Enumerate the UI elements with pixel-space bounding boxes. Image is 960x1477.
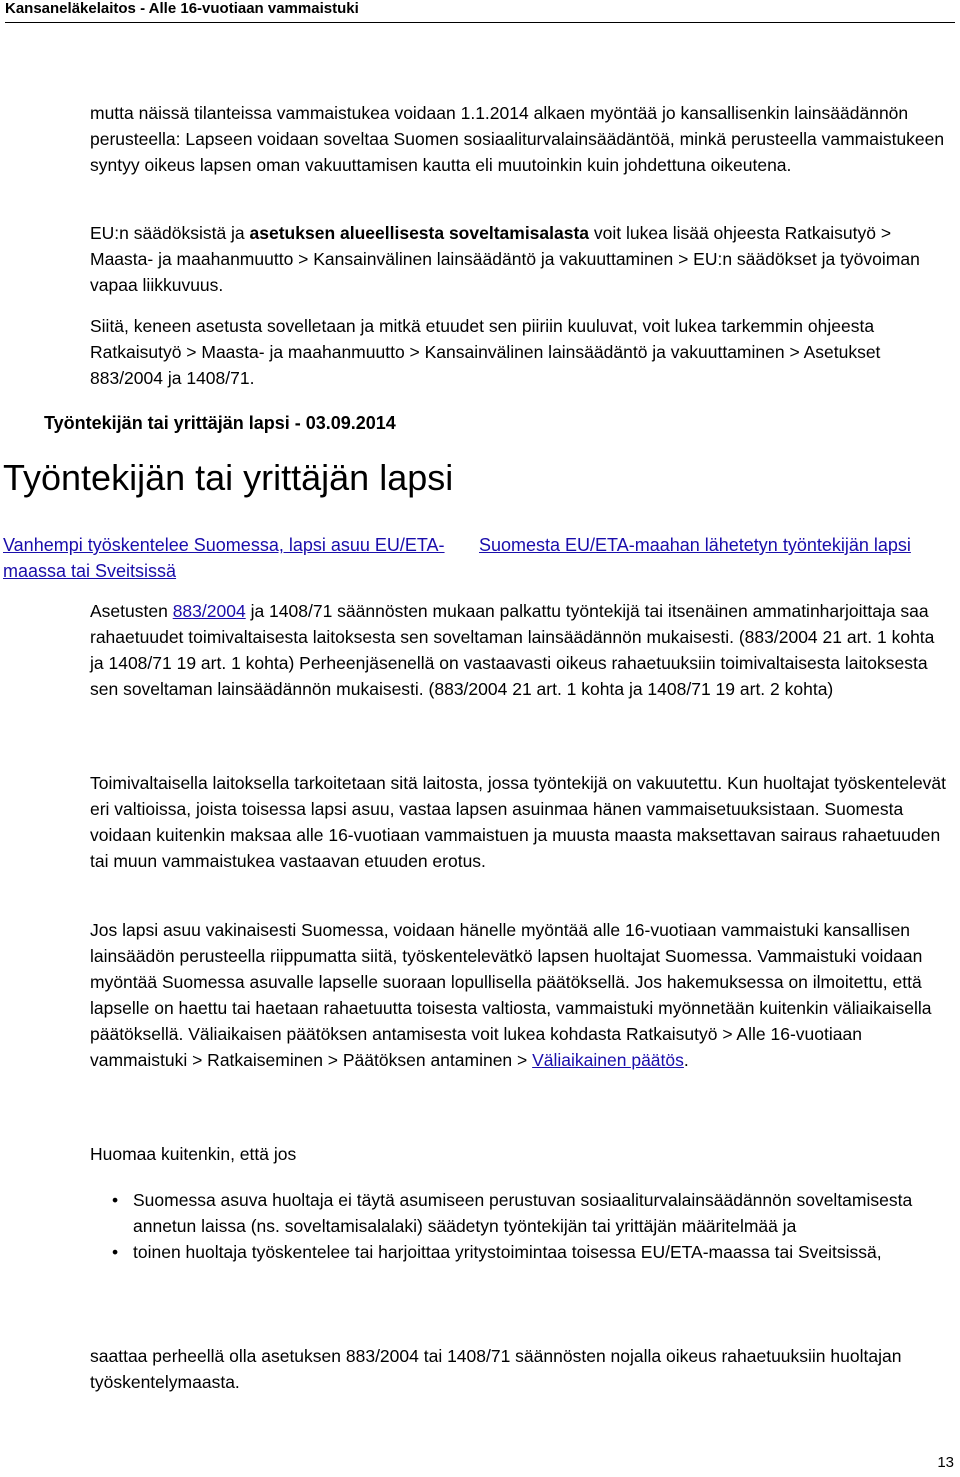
section-subheading: Työntekijän tai yrittäjän lapsi - 03.09.2014 [44, 413, 396, 433]
list-item-text: toinen huoltaja työskentelee tai harjoittaa yritystoimintaa toisessa EU/ETA-maassa tai Sveitsissä, [133, 1242, 882, 1262]
bullet-icon: • [112, 1190, 119, 1210]
list-item [90, 1239, 958, 1265]
paragraph-note: Huomaa kuitenkin, että jos [90, 1144, 297, 1164]
paragraph-conclusion: saattaa perheellä olla asetuksen 883/2004 tai 1408/71 säännösten nojalla oikeus rahaetuuksiin huoltajan työskentelymaasta. [90, 1346, 902, 1392]
paragraph-residence [90, 917, 958, 1073]
bold-phrase: asetuksen alueellisesta soveltamisalasta [249, 223, 590, 243]
document-header: Kansaneläkelaitos - Alle 16-vuotiaan vammaistuki [5, 0, 955, 23]
list-item-text: Suomessa asuva huoltaja ei täytä asumiseen perustuvan sosiaaliturvalainsäädännön soveltamisesta annetun laissa (ns. soveltamisalalaki) säädetyn työntekijän tai yrittäjän määritelmää ja [133, 1190, 913, 1236]
paragraph-text: ja 1408/71 säännösten mukaan palkattu työntekijä tai itsenäinen ammatinharjoittaja saa rahaetuudet toimivaltaisesta laitoksesta sen soveltaman lainsäädännön mukaisesti. (883/2004 21 art. 1 kohta ja 1408/71 19 art. 1 kohta) Perheenjäsenellä on vastaavasti oikeus rahaetuuksiin toimivaltaisesta laitoksesta sen soveltaman lainsäädännön mukaisesti. (883/2004 21 art. 1 kohta ja 1408/71 19 art. 2 kohta) [90, 601, 935, 699]
paragraph-text: . [683, 1050, 689, 1070]
paragraph-intro: mutta näissä tilanteissa vammaistukea voidaan 1.1.2014 alkaen myöntää jo kansallisenkin lainsäädännön perusteella: Lapseen voidaan soveltaa Suomen sosiaaliturvalainsäädäntöä, minkä perusteella vammaistukeen syntyy oikeus lapsen oman vakuuttamisen kautta eli muutoinkin kuin johdettuna oikeutena. [90, 103, 945, 175]
nav-link-previous[interactable]: Vanhempi työskentelee Suomessa, lapsi asuu EU/ETA-maassa tai Sveitsissä [3, 535, 445, 581]
paragraph-text: Asetusten [90, 601, 173, 621]
paragraph-text: EU:n säädöksistä ja [90, 223, 250, 243]
page-number: 13 [937, 1454, 954, 1471]
temporary-decision-link[interactable]: Väliaikainen päätös [532, 1050, 684, 1070]
paragraph-competent-institution: Toimivaltaisella laitoksella tarkoitetaan sitä laitosta, jossa työntekijä on vakuutettu. Kun huoltajat työskentelevät eri valtioissa, joista toisessa lapsi asuu, vastaa lapsen asuinmaa hänen vammaisetuuksistaan. Suomesta voidaan kuitenkin maksaa alle 16-vuotiaan vammaistuen ja muusta maasta maksettavan sairaus rahaetuuden tai muun vammaistukea vastaavan etuuden erotus. [90, 773, 947, 871]
list-item [90, 1187, 958, 1239]
paragraph-text: Jos lapsi asuu vakinaisesti Suomessa, voidaan hänelle myöntää alle 16-vuotiaan vammaistuki kansallisen lainsäädön perusteella riippumatta siitä, työskentelevätkö lapsen huoltajat Suomessa. Vammaistuki voidaan myöntää Suomessa asuvalle lapselle suoraan lopullisella päätöksellä. Jos hakemuksessa on ilmoitettu, että lapselle on haettu tai haetaan rahaetuutta toisesta valtiosta, vammaistuki myönnetään kuitenkin väliaikaisella päätöksellä. Väliaikaisen päätöksen antamisesta voit lukea kohdasta Ratkaisutyö > Alle 16-vuotiaan vammaistuki > Ratkaiseminen > Päätöksen antaminen > [90, 920, 932, 1070]
paragraph-scope: Siitä, keneen asetusta sovelletaan ja mitkä etuudet sen piiriin kuuluvat, voit lukea tarkemmin ohjeesta Ratkaisutyö > Maasta- ja maahanmuutto > Kansainvälinen lainsäädäntö ja vakuuttaminen > Asetukset 883/2004 ja 1408/71. [90, 316, 881, 388]
page-title: Työntekijän tai yrittäjän lapsi [3, 457, 454, 498]
nav-link-next[interactable]: Suomesta EU/ETA-maahan lähetetyn työntekijän lapsi [479, 535, 911, 555]
regulation-link[interactable]: 883/2004 [172, 601, 246, 621]
bullet-icon: • [112, 1242, 119, 1262]
paragraph-regulations [90, 598, 950, 702]
condition-list [90, 1187, 958, 1265]
paragraph-text: voit lukea lisää ohjeesta Ratkaisutyö > Maasta- ja maahanmuutto > Kansainvälinen lainsäädäntö ja vakuuttaminen > EU:n säädökset ja työvoiman vapaa liikkuvuus. [90, 223, 920, 295]
paragraph-eu-regulations [90, 220, 958, 298]
